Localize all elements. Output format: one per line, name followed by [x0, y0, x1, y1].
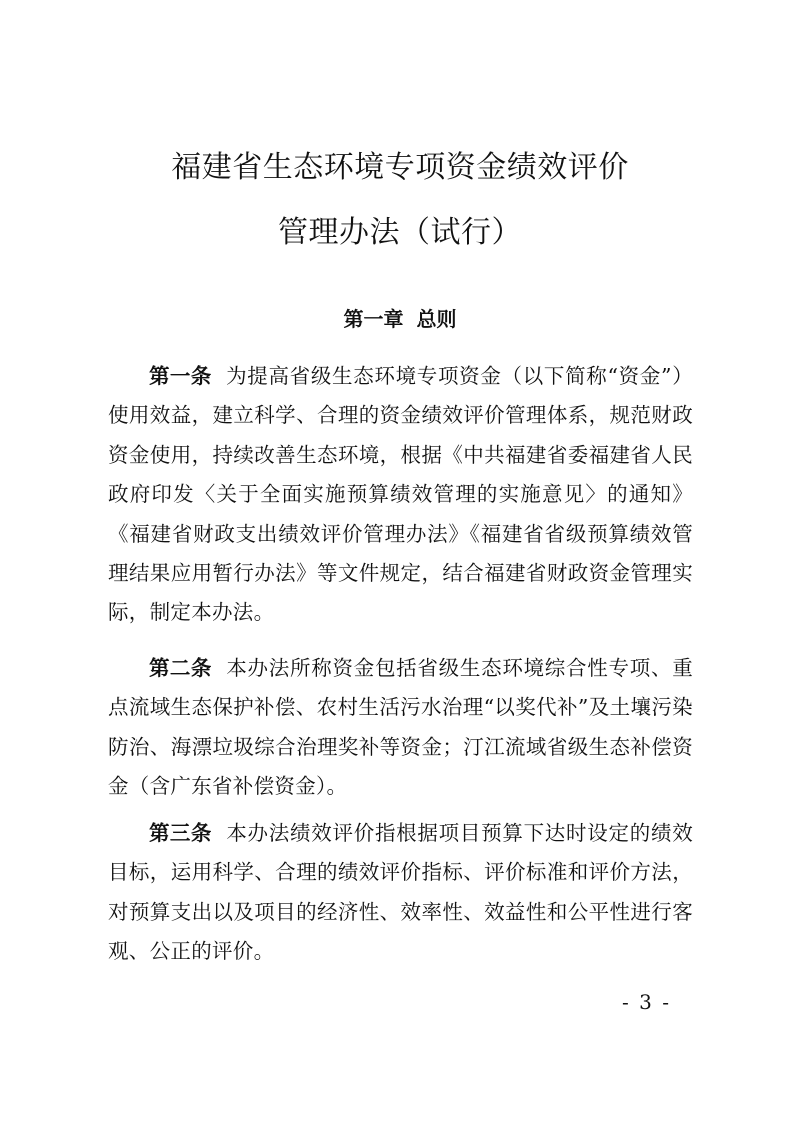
page-number: - 3 - [622, 990, 671, 1014]
article-3 [108, 814, 693, 972]
article-3-text: 本办法绩效评价指根据项目预算下达时设定的绩效目标，运用科学、合理的绩效评价指标、评价标准和评价方法，对预算支出以及项目的经济性、效率性、效益性和公平性进行客观、公正的评价。 [108, 821, 693, 964]
article-1-text: 为提高省级生态环境专项资金（以下简称“资金”）使用效益，建立科学、合理的资金绩效评价管理体系，规范财政资金使用，持续改善生态环境，根据《中共福建省委福建省人民政府印发〈关于全面实施预算绩效管理的实施意见〉的通知》《福建省财政支出绩效评价管理办法》《福建省省级预算绩效管理结果应用暂行办法》等文件规定，结合福建省财政资金管理实际，制定本办法。 [108, 364, 694, 625]
article-2-label: 第二条 [149, 656, 212, 680]
document-title-line-2: 管理办法（试行） [278, 215, 522, 250]
article-1 [108, 357, 693, 633]
article-1-label: 第一条 [149, 364, 212, 388]
article-2-text: 本办法所称资金包括省级生态环境综合性专项、重点流域生态保护补偿、农村生活污水治理“以奖代补”及土壤污染防治、海漂垃圾综合治理奖补等资金；汀江流域省级生态补偿资金（含广东省补偿资金）。 [108, 656, 693, 799]
article-3-label: 第三条 [149, 821, 212, 845]
chapter-name: 总则 [416, 307, 457, 331]
article-2 [108, 649, 693, 807]
chapter-number: 第一章 [343, 307, 404, 331]
document-title-line-1: 福建省生态环境专项资金绩效评价 [171, 150, 629, 185]
chapter-heading [0, 304, 800, 334]
